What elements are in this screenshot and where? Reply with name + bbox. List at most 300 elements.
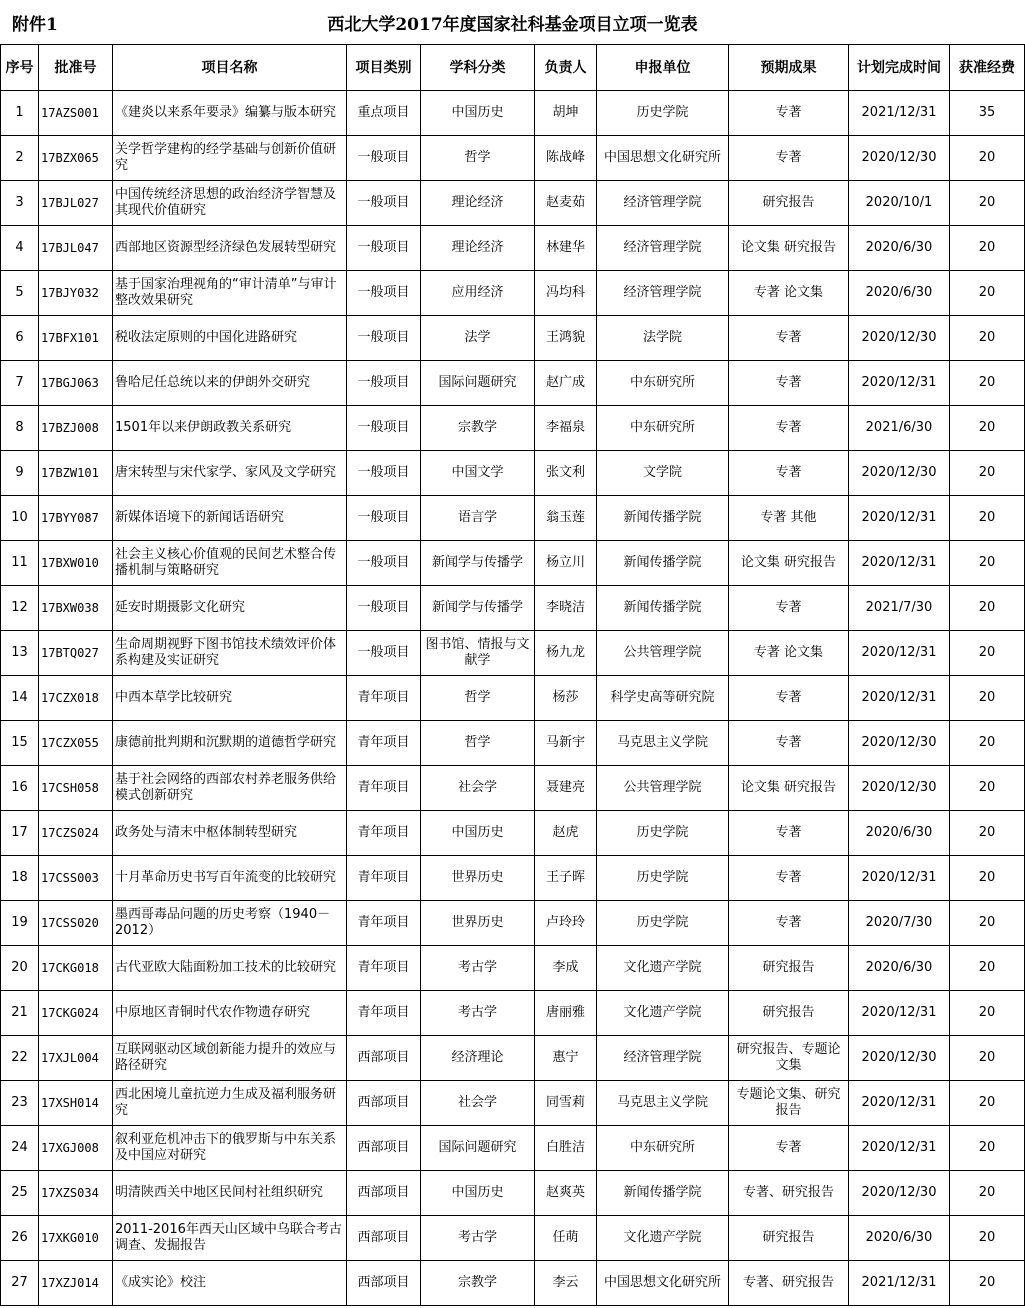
cell-deadline: 2021/12/31 [849, 91, 950, 136]
cell-outcome: 专著 [729, 676, 849, 721]
cell-seq: 16 [1, 766, 39, 811]
cell-unit: 文化遗产学院 [597, 991, 729, 1036]
cell-category: 一般项目 [347, 271, 421, 316]
cell-funding: 20 [950, 1036, 1025, 1081]
cell-discipline: 中国历史 [421, 91, 535, 136]
cell-category: 青年项目 [347, 946, 421, 991]
column-header-discipline: 学科分类 [421, 45, 535, 91]
cell-outcome: 论文集 研究报告 [729, 226, 849, 271]
cell-deadline: 2021/12/31 [849, 1261, 950, 1306]
cell-category: 青年项目 [347, 721, 421, 766]
cell-seq: 17 [1, 811, 39, 856]
cell-outcome: 专著 [729, 901, 849, 946]
cell-discipline: 经济理论 [421, 1036, 535, 1081]
cell-unit: 文化遗产学院 [597, 946, 729, 991]
cell-name: 1501年以来伊朗政教关系研究 [113, 406, 347, 451]
cell-deadline: 2021/6/30 [849, 406, 950, 451]
cell-seq: 18 [1, 856, 39, 901]
cell-discipline: 宗教学 [421, 406, 535, 451]
cell-discipline: 法学 [421, 316, 535, 361]
cell-seq: 4 [1, 226, 39, 271]
cell-category: 西部项目 [347, 1261, 421, 1306]
table-row [1, 451, 1025, 496]
cell-unit: 新闻传播学院 [597, 541, 729, 586]
cell-category: 青年项目 [347, 676, 421, 721]
cell-name: 墨西哥毒品问题的历史考察（1940－2012） [113, 901, 347, 946]
table-row [1, 496, 1025, 541]
table-row [1, 1171, 1025, 1216]
cell-funding: 20 [950, 316, 1025, 361]
cell-leader: 赵麦茹 [535, 181, 597, 226]
cell-discipline: 社会学 [421, 766, 535, 811]
cell-code: 17BYY087 [39, 496, 113, 541]
column-header-category: 项目类别 [347, 45, 421, 91]
cell-name: 西北困境儿童抗逆力生成及福利服务研究 [113, 1081, 347, 1126]
table-row [1, 901, 1025, 946]
cell-deadline: 2020/12/30 [849, 316, 950, 361]
cell-leader: 赵广成 [535, 361, 597, 406]
cell-category: 青年项目 [347, 766, 421, 811]
table-row [1, 631, 1025, 676]
cell-seq: 15 [1, 721, 39, 766]
cell-name: 十月革命历史书写百年流变的比较研究 [113, 856, 347, 901]
cell-deadline: 2020/12/31 [849, 856, 950, 901]
cell-outcome: 专著 [729, 721, 849, 766]
cell-deadline: 2020/7/30 [849, 901, 950, 946]
table-row [1, 316, 1025, 361]
cell-code: 17BFX101 [39, 316, 113, 361]
cell-unit: 马克思主义学院 [597, 1081, 729, 1126]
table-row [1, 991, 1025, 1036]
title-row [0, 0, 1025, 44]
table-row [1, 1261, 1025, 1306]
cell-category: 一般项目 [347, 361, 421, 406]
project-table [0, 44, 1025, 1306]
cell-unit: 历史学院 [597, 856, 729, 901]
cell-name: 基于国家治理视角的“审计清单”与审计整改效果研究 [113, 271, 347, 316]
cell-outcome: 专著 [729, 361, 849, 406]
cell-deadline: 2020/12/30 [849, 136, 950, 181]
cell-name: 《建炎以来系年要录》编纂与版本研究 [113, 91, 347, 136]
cell-funding: 20 [950, 721, 1025, 766]
cell-funding: 20 [950, 586, 1025, 631]
cell-leader: 唐丽雅 [535, 991, 597, 1036]
cell-unit: 文学院 [597, 451, 729, 496]
cell-unit: 中国思想文化研究所 [597, 1261, 729, 1306]
cell-funding: 20 [950, 496, 1025, 541]
cell-unit: 中国思想文化研究所 [597, 136, 729, 181]
cell-category: 一般项目 [347, 451, 421, 496]
cell-code: 17BGJ063 [39, 361, 113, 406]
cell-deadline: 2020/6/30 [849, 226, 950, 271]
cell-outcome: 专著 其他 [729, 496, 849, 541]
cell-deadline: 2020/12/31 [849, 991, 950, 1036]
cell-deadline: 2020/6/30 [849, 811, 950, 856]
cell-name: 政务处与清末中枢体制转型研究 [113, 811, 347, 856]
table-row [1, 406, 1025, 451]
cell-funding: 20 [950, 541, 1025, 586]
cell-leader: 赵虎 [535, 811, 597, 856]
cell-discipline: 哲学 [421, 676, 535, 721]
table-row [1, 1216, 1025, 1261]
cell-category: 重点项目 [347, 91, 421, 136]
cell-seq: 20 [1, 946, 39, 991]
cell-unit: 中东研究所 [597, 1126, 729, 1171]
cell-discipline: 社会学 [421, 1081, 535, 1126]
table-body [1, 91, 1025, 1306]
cell-code: 17BJY032 [39, 271, 113, 316]
cell-discipline: 中国历史 [421, 811, 535, 856]
cell-outcome: 研究报告 [729, 946, 849, 991]
cell-category: 一般项目 [347, 586, 421, 631]
column-header-unit: 申报单位 [597, 45, 729, 91]
table-row [1, 361, 1025, 406]
cell-discipline: 新闻学与传播学 [421, 541, 535, 586]
cell-code: 17BJL027 [39, 181, 113, 226]
cell-leader: 杨九龙 [535, 631, 597, 676]
cell-code: 17CSH058 [39, 766, 113, 811]
cell-seq: 26 [1, 1216, 39, 1261]
table-row [1, 181, 1025, 226]
cell-seq: 21 [1, 991, 39, 1036]
cell-leader: 胡坤 [535, 91, 597, 136]
cell-unit: 历史学院 [597, 901, 729, 946]
cell-funding: 20 [950, 676, 1025, 721]
cell-outcome: 专著 论文集 [729, 631, 849, 676]
table-row [1, 586, 1025, 631]
cell-category: 青年项目 [347, 811, 421, 856]
table-row [1, 721, 1025, 766]
cell-category: 一般项目 [347, 316, 421, 361]
cell-deadline: 2021/7/30 [849, 586, 950, 631]
cell-name: 互联网驱动区域创新能力提升的效应与路径研究 [113, 1036, 347, 1081]
cell-seq: 12 [1, 586, 39, 631]
cell-name: 延安时期摄影文化研究 [113, 586, 347, 631]
cell-discipline: 世界历史 [421, 856, 535, 901]
cell-discipline: 国际问题研究 [421, 361, 535, 406]
cell-outcome: 研究报告 [729, 181, 849, 226]
cell-name: 中原地区青铜时代农作物遗存研究 [113, 991, 347, 1036]
cell-code: 17BXW038 [39, 586, 113, 631]
cell-unit: 中东研究所 [597, 406, 729, 451]
cell-unit: 中东研究所 [597, 361, 729, 406]
cell-seq: 13 [1, 631, 39, 676]
cell-funding: 20 [950, 1171, 1025, 1216]
cell-outcome: 专著 [729, 586, 849, 631]
cell-discipline: 世界历史 [421, 901, 535, 946]
cell-leader: 冯均科 [535, 271, 597, 316]
cell-seq: 3 [1, 181, 39, 226]
cell-deadline: 2020/12/30 [849, 721, 950, 766]
cell-funding: 20 [950, 901, 1025, 946]
cell-outcome: 专著 [729, 316, 849, 361]
cell-deadline: 2020/12/30 [849, 451, 950, 496]
cell-category: 一般项目 [347, 496, 421, 541]
cell-leader: 王鸿貌 [535, 316, 597, 361]
cell-seq: 7 [1, 361, 39, 406]
cell-discipline: 应用经济 [421, 271, 535, 316]
cell-funding: 20 [950, 226, 1025, 271]
cell-funding: 20 [950, 766, 1025, 811]
cell-code: 17BJL047 [39, 226, 113, 271]
cell-unit: 历史学院 [597, 811, 729, 856]
cell-outcome: 专著 论文集 [729, 271, 849, 316]
cell-name: 基于社会网络的西部农村养老服务供给模式创新研究 [113, 766, 347, 811]
cell-leader: 杨莎 [535, 676, 597, 721]
cell-discipline: 图书馆、情报与文献学 [421, 631, 535, 676]
cell-name: 古代亚欧大陆面粉加工技术的比较研究 [113, 946, 347, 991]
cell-discipline: 国际问题研究 [421, 1126, 535, 1171]
cell-outcome: 专著、研究报告 [729, 1171, 849, 1216]
cell-unit: 马克思主义学院 [597, 721, 729, 766]
cell-leader: 白胜洁 [535, 1126, 597, 1171]
cell-outcome: 专著 [729, 811, 849, 856]
cell-funding: 20 [950, 136, 1025, 181]
cell-code: 17BZJ008 [39, 406, 113, 451]
cell-category: 西部项目 [347, 1036, 421, 1081]
cell-name: 关学哲学建构的经学基础与创新价值研究 [113, 136, 347, 181]
cell-outcome: 专著、研究报告 [729, 1261, 849, 1306]
cell-unit: 新闻传播学院 [597, 496, 729, 541]
cell-seq: 6 [1, 316, 39, 361]
table-row [1, 856, 1025, 901]
cell-leader: 张文利 [535, 451, 597, 496]
cell-unit: 法学院 [597, 316, 729, 361]
cell-code: 17XKG010 [39, 1216, 113, 1261]
cell-category: 西部项目 [347, 1171, 421, 1216]
cell-discipline: 中国文学 [421, 451, 535, 496]
cell-discipline: 语言学 [421, 496, 535, 541]
cell-code: 17CKG024 [39, 991, 113, 1036]
cell-funding: 20 [950, 181, 1025, 226]
cell-leader: 聂建亮 [535, 766, 597, 811]
cell-name: 社会主义核心价值观的民间艺术整合传播机制与策略研究 [113, 541, 347, 586]
cell-unit: 经济管理学院 [597, 226, 729, 271]
cell-leader: 陈战峰 [535, 136, 597, 181]
cell-unit: 新闻传播学院 [597, 1171, 729, 1216]
cell-outcome: 专著 [729, 406, 849, 451]
cell-seq: 23 [1, 1081, 39, 1126]
cell-leader: 卢玲玲 [535, 901, 597, 946]
cell-code: 17XJL004 [39, 1036, 113, 1081]
table-row [1, 136, 1025, 181]
cell-category: 西部项目 [347, 1216, 421, 1261]
cell-code: 17BZW101 [39, 451, 113, 496]
cell-leader: 惠宁 [535, 1036, 597, 1081]
cell-deadline: 2020/12/30 [849, 766, 950, 811]
cell-leader: 马新宇 [535, 721, 597, 766]
cell-outcome: 研究报告、专题论文集 [729, 1036, 849, 1081]
cell-deadline: 2020/12/31 [849, 361, 950, 406]
cell-code: 17CSS020 [39, 901, 113, 946]
cell-unit: 经济管理学院 [597, 1036, 729, 1081]
cell-seq: 5 [1, 271, 39, 316]
cell-seq: 19 [1, 901, 39, 946]
cell-deadline: 2020/12/31 [849, 541, 950, 586]
cell-discipline: 考古学 [421, 1216, 535, 1261]
cell-discipline: 理论经济 [421, 181, 535, 226]
table-header-row [1, 45, 1025, 91]
column-header-deadline: 计划完成时间 [849, 45, 950, 91]
cell-code: 17XZJ014 [39, 1261, 113, 1306]
cell-funding: 20 [950, 406, 1025, 451]
cell-category: 青年项目 [347, 901, 421, 946]
cell-funding: 20 [950, 361, 1025, 406]
cell-seq: 11 [1, 541, 39, 586]
cell-category: 青年项目 [347, 856, 421, 901]
cell-outcome: 专著 [729, 1126, 849, 1171]
cell-seq: 27 [1, 1261, 39, 1306]
cell-outcome: 专著 [729, 136, 849, 181]
cell-leader: 林建华 [535, 226, 597, 271]
cell-outcome: 专著 [729, 856, 849, 901]
cell-unit: 经济管理学院 [597, 271, 729, 316]
cell-discipline: 新闻学与传播学 [421, 586, 535, 631]
cell-category: 西部项目 [347, 1081, 421, 1126]
cell-funding: 20 [950, 811, 1025, 856]
column-header-name: 项目名称 [113, 45, 347, 91]
cell-funding: 20 [950, 271, 1025, 316]
cell-funding: 20 [950, 856, 1025, 901]
cell-seq: 14 [1, 676, 39, 721]
table-row [1, 541, 1025, 586]
cell-name: 中西本草学比较研究 [113, 676, 347, 721]
cell-deadline: 2020/12/31 [849, 496, 950, 541]
cell-leader: 翁玉莲 [535, 496, 597, 541]
column-header-funding: 获准经费 [950, 45, 1025, 91]
cell-leader: 任萌 [535, 1216, 597, 1261]
cell-outcome: 研究报告 [729, 1216, 849, 1261]
cell-seq: 9 [1, 451, 39, 496]
cell-funding: 20 [950, 1126, 1025, 1171]
cell-category: 青年项目 [347, 991, 421, 1036]
cell-code: 17CZX018 [39, 676, 113, 721]
cell-outcome: 论文集 研究报告 [729, 766, 849, 811]
cell-category: 一般项目 [347, 136, 421, 181]
cell-code: 17BZX065 [39, 136, 113, 181]
cell-category: 一般项目 [347, 541, 421, 586]
table-row [1, 811, 1025, 856]
cell-discipline: 考古学 [421, 991, 535, 1036]
cell-unit: 历史学院 [597, 91, 729, 136]
cell-code: 17AZS001 [39, 91, 113, 136]
cell-deadline: 2020/12/30 [849, 1036, 950, 1081]
cell-name: 明清陕西关中地区民间村社组织研究 [113, 1171, 347, 1216]
cell-category: 一般项目 [347, 631, 421, 676]
cell-deadline: 2020/6/30 [849, 1216, 950, 1261]
cell-seq: 10 [1, 496, 39, 541]
cell-name: 叙利亚危机冲击下的俄罗斯与中东关系及中国应对研究 [113, 1126, 347, 1171]
cell-funding: 20 [950, 631, 1025, 676]
cell-seq: 22 [1, 1036, 39, 1081]
cell-funding: 20 [950, 1081, 1025, 1126]
cell-code: 17XGJ008 [39, 1126, 113, 1171]
cell-discipline: 考古学 [421, 946, 535, 991]
cell-unit: 公共管理学院 [597, 631, 729, 676]
cell-unit: 公共管理学院 [597, 766, 729, 811]
column-header-outcome: 预期成果 [729, 45, 849, 91]
cell-leader: 王子晖 [535, 856, 597, 901]
cell-code: 17BTQ027 [39, 631, 113, 676]
cell-seq: 2 [1, 136, 39, 181]
cell-deadline: 2020/6/30 [849, 946, 950, 991]
cell-leader: 同雪莉 [535, 1081, 597, 1126]
cell-category: 一般项目 [347, 181, 421, 226]
table-row [1, 226, 1025, 271]
cell-leader: 赵爽英 [535, 1171, 597, 1216]
cell-name: 新媒体语境下的新闻话语研究 [113, 496, 347, 541]
cell-code: 17CKG018 [39, 946, 113, 991]
cell-deadline: 2020/6/30 [849, 271, 950, 316]
cell-funding: 35 [950, 91, 1025, 136]
cell-funding: 20 [950, 1261, 1025, 1306]
cell-discipline: 中国历史 [421, 1171, 535, 1216]
cell-code: 17BXW010 [39, 541, 113, 586]
cell-seq: 1 [1, 91, 39, 136]
table-row [1, 676, 1025, 721]
table-row [1, 271, 1025, 316]
cell-name: 鲁哈尼任总统以来的伊朗外交研究 [113, 361, 347, 406]
cell-outcome: 研究报告 [729, 991, 849, 1036]
cell-outcome: 专著 [729, 451, 849, 496]
column-header-seq: 序号 [1, 45, 39, 91]
cell-name: 生命周期视野下图书馆技术绩效评价体系构建及实证研究 [113, 631, 347, 676]
cell-name: 《成实论》校注 [113, 1261, 347, 1306]
cell-discipline: 哲学 [421, 136, 535, 181]
cell-discipline: 理论经济 [421, 226, 535, 271]
document-title: 西北大学2017年度国家社科基金项目立项一览表 [327, 15, 698, 35]
cell-outcome: 专著 [729, 91, 849, 136]
cell-leader: 李云 [535, 1261, 597, 1306]
cell-discipline: 宗教学 [421, 1261, 535, 1306]
cell-deadline: 2020/10/1 [849, 181, 950, 226]
cell-category: 一般项目 [347, 406, 421, 451]
cell-name: 西部地区资源型经济绿色发展转型研究 [113, 226, 347, 271]
cell-deadline: 2020/12/31 [849, 631, 950, 676]
cell-leader: 杨立川 [535, 541, 597, 586]
table-row [1, 1036, 1025, 1081]
cell-leader: 李晓洁 [535, 586, 597, 631]
table-row [1, 946, 1025, 991]
cell-leader: 李成 [535, 946, 597, 991]
column-header-code: 批准号 [39, 45, 113, 91]
attachment-label: 附件1 [12, 15, 58, 35]
cell-category: 一般项目 [347, 226, 421, 271]
cell-category: 西部项目 [347, 1126, 421, 1171]
cell-name: 中国传统经济思想的政治经济学智慧及其现代价值研究 [113, 181, 347, 226]
cell-unit: 新闻传播学院 [597, 586, 729, 631]
table-row [1, 766, 1025, 811]
cell-seq: 24 [1, 1126, 39, 1171]
cell-unit: 科学史高等研究院 [597, 676, 729, 721]
column-header-leader: 负责人 [535, 45, 597, 91]
cell-deadline: 2020/12/31 [849, 676, 950, 721]
cell-deadline: 2020/12/31 [849, 1126, 950, 1171]
cell-deadline: 2020/12/30 [849, 1171, 950, 1216]
cell-code: 17XZS034 [39, 1171, 113, 1216]
cell-seq: 25 [1, 1171, 39, 1216]
table-row [1, 1081, 1025, 1126]
cell-code: 17CSS003 [39, 856, 113, 901]
cell-discipline: 哲学 [421, 721, 535, 766]
cell-unit: 经济管理学院 [597, 181, 729, 226]
cell-code: 17CZX055 [39, 721, 113, 766]
table-row [1, 91, 1025, 136]
cell-name: 康德前批判期和沉默期的道德哲学研究 [113, 721, 347, 766]
cell-funding: 20 [950, 451, 1025, 496]
cell-unit: 文化遗产学院 [597, 1216, 729, 1261]
cell-name: 2011-2016年西天山区域中乌联合考古调查、发掘报告 [113, 1216, 347, 1261]
